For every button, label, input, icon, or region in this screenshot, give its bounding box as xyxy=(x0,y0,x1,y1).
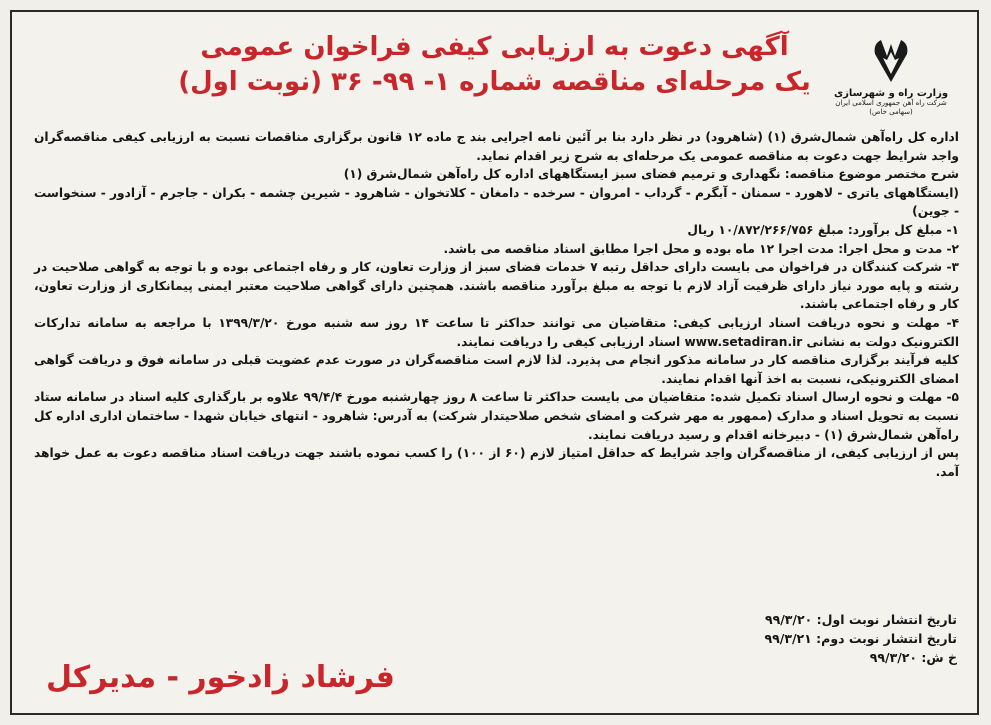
notice-title xyxy=(162,30,827,100)
item-4: ۴- مهلت و نحوه دریافت اسناد ارزیابی کیفی: متقاضیان می توانند حداکثر تا ساعت ۱۴ روز سه شنبه مورخ ۱۳۹۹/۳/۲۰ با مراجعه به سامانه تدارکات الکترونیک دولت به نشانی www.setadiran.ir اسناد ارزیابی کیفی را دریافت نمایند. xyxy=(34,315,960,349)
item-5: ۵- مهلت و نحوه ارسال اسناد تکمیل شده: متقاضیان می بایست حداکثر تا ساعت ۸ روز چهارشنبه مورخ ۹۹/۴/۴ علاوه بر بارگذاری کلیه اسناد در سامانه ستاد نسبت به تحویل اسناد و مدارک (ممهور به مهر شرکت و امضای شخص صلاحیتدار شرکت) به آدرس: شاهرود - انتهای خیابان شهدا - ساختمان اداری اداره کل راه‌آهن شمال‌شرق (۱) - دبیرخانه اقدام و رسید دریافت نمایند. xyxy=(33,390,959,442)
org-name: وزارت راه و شهرسازی xyxy=(833,88,949,99)
org-subname: شرکت راه آهن جمهوری اسلامی ایران (سهامی خاص) xyxy=(835,99,947,116)
publication-dates xyxy=(765,610,957,667)
closing-paragraph: پس از ارزیابی کیفی، از مناقصه‌گران واجد شرایط که حداقل امتیاز لازم (۶۰ از ۱۰۰) را کسب نموده باشند جهت دریافت اسناد مناقصه دعوت به عمل خواهد آمد. xyxy=(34,446,960,479)
notice-page xyxy=(10,10,979,715)
second-publication-date: تاریخ انتشار نوبت دوم: ۹۹/۳/۲۱ xyxy=(764,631,957,646)
title-line-1: آگهی دعوت به ارزیابی کیفی فراخوان عمومی xyxy=(200,32,789,62)
item-1: ۱- مبلغ کل برآورد: مبلغ ۱۰/۸۷۲/۲۶۶/۷۵۶ ریال xyxy=(687,222,959,237)
first-publication-date: تاریخ انتشار نوبت اول: ۹۹/۳/۲۰ xyxy=(764,612,957,627)
stations-paragraph: (ایستگاههای یاتری - لاهورد - سمنان - آبگرم - گرداب - امروان - سرخده - دامغان - کلاتخوان - شاهرود - شیرین چشمه - بکران - جاجرم - آزادور - سنخواست - جوین) xyxy=(34,185,959,219)
reference-code: خ ش: ۹۹/۳/۲۰ xyxy=(869,650,957,665)
subject-paragraph: شرح مختصر موضوع مناقصه: نگهداری و ترمیم فضای سبز ایستگاههای اداره کل راه‌آهن شمال‌شرق (۱) xyxy=(343,167,959,182)
notice-body xyxy=(34,128,959,481)
intro-paragraph: اداره کل راه‌آهن شمال‌شرق (۱) (شاهرود) در نظر دارد بنا بر آئین نامه اجرایی بند ج ماده ۱۲ قانون برگزاری مناقصات نسبت به ارزیابی کیفی مناقصه‌گران واجد شرایط جهت دعوت به مناقصه عمومی یک مرحله‌ای به شرح زیر اقدام نماید. xyxy=(34,130,959,163)
title-line-2: یک مرحله‌ای مناقصه شماره ۱- ۹۹- ۳۶ (نوبت اول) xyxy=(178,67,811,97)
note-paragraph: کلیه فرآیند برگزاری مناقصه کار در سامانه مذکور انجام می پذیرد. لذا لازم است مناقصه‌گران در صورت عدم عضویت قبلی در سامانه فوق و دریافت گواهی امضای الکترونیکی، نسبت به اخذ آنها اقدام نمایند. xyxy=(34,353,959,386)
item-2: ۲- مدت و محل اجرا: مدت اجرا ۱۲ ماه بوده و محل اجرا مطابق اسناد مناقصه می باشد. xyxy=(443,241,959,256)
item-3: ۳- شرکت کنندگان در فراخوان می بایست دارای حداقل رتبه ۷ خدمات فضای سبز از وزارت تعاون، کار و رفاه اجتماعی بوده و با توجه به گواهی صلاحیت در رشته و پایه مورد نیاز دارای ظرفیت آزاد لازم با توجه به مبلغ برآورد مناقصه باشند. همچنین دارای گواهی صلاحیت معتبر ایمنی پیمانکاری از وزارت تعاون، کار و رفاه اجتماعی باشند. xyxy=(34,260,959,312)
signer-name: فرشاد زادخور - مدیرکل xyxy=(46,660,395,695)
logo-block xyxy=(831,34,951,134)
ministry-emblem-icon xyxy=(865,34,917,86)
